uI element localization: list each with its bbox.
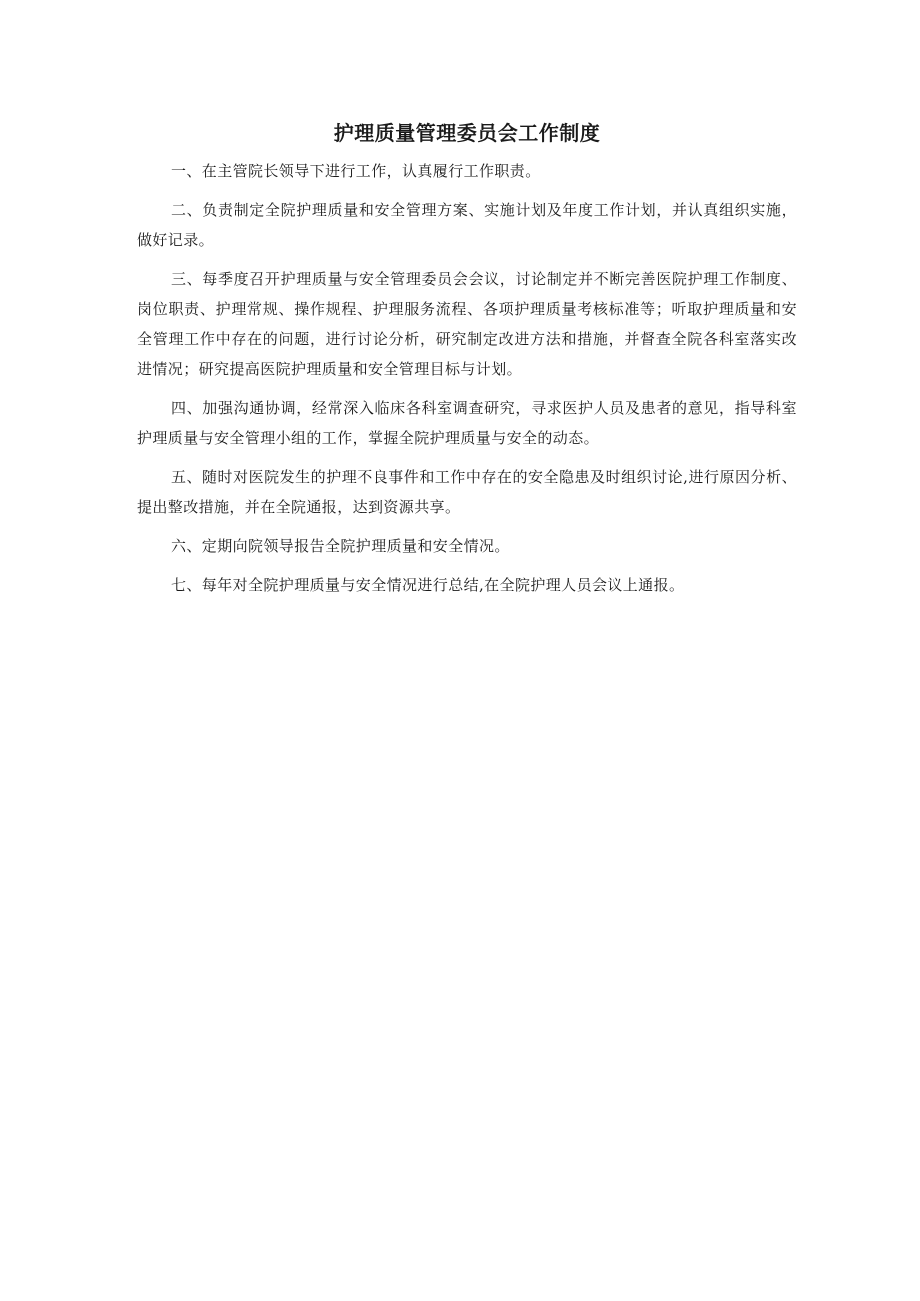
clause-3: 三、每季度召开护理质量与安全管理委员会会议，讨论制定并不断完善医院护理工作制度、岗位职责、护理常规、操作规程、护理服务流程、各项护理质量考核标准等；听取护理质量和安全管理工作中存在的问题，进行讨论分析，研究制定改进方法和措施，并督查全院各科室落实改进情况；研究提高医院护理质量和安全管理目标与计划。 bbox=[137, 270, 797, 378]
clause-6: 六、定期向院领导报告全院护理质量和安全情况。 bbox=[171, 537, 510, 555]
document-title: 护理质量管理委员会工作制度 bbox=[333, 121, 601, 145]
clause-2: 二、负责制定全院护理质量和安全管理方案、实施计划及年度工作计划，并认真组织实施，做好记录。 bbox=[137, 201, 797, 249]
document-page bbox=[137, 118, 797, 609]
clause-1: 一、在主管院长领导下进行工作，认真履行工作职责。 bbox=[171, 162, 541, 180]
clause-4: 四、加强沟通协调，经常深入临床各科室调查研究，寻求医护人员及患者的意见，指导科室护理质量与安全管理小组的工作，掌握全院护理质量与安全的动态。 bbox=[137, 399, 797, 447]
clause-5: 五、随时对医院发生的护理不良事件和工作中存在的安全隐患及时组织讨论,进行原因分析、提出整改措施，并在全院通报，达到资源共享。 bbox=[137, 468, 797, 516]
clause-7: 七、每年对全院护理质量与安全情况进行总结,在全院护理人员会议上通报。 bbox=[171, 576, 685, 594]
